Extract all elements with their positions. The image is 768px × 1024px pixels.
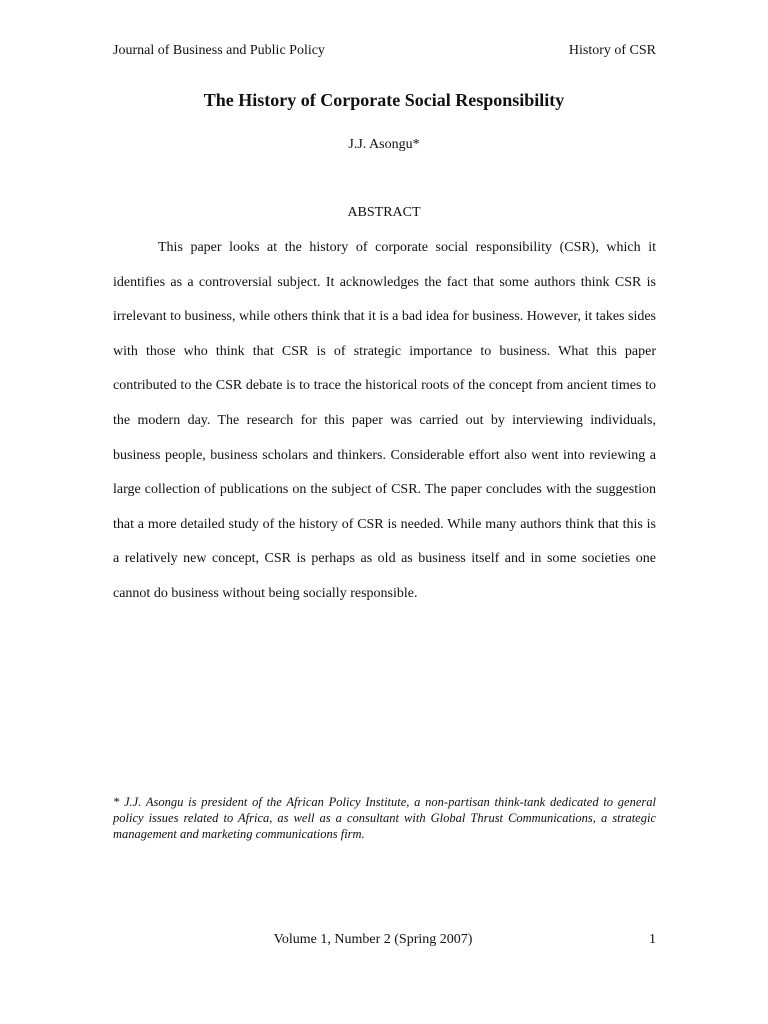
volume-info: Volume 1, Number 2 (Spring 2007) (273, 932, 473, 947)
abstract-heading: ABSTRACT (347, 205, 421, 220)
page-footer (113, 932, 656, 952)
page-number: 1 (649, 932, 656, 947)
paper-title: The History of Corporate Social Responsibility (203, 90, 565, 110)
author-line: J.J. Asongu* (348, 137, 420, 152)
author-footnote: * J.J. Asongu is president of the African Policy Institute, a non-partisan think-tank dedicated to general policy issues related to Africa, as well as a consultant with Global Thrust Communications, a strategic management and marketing communications firm. (113, 795, 656, 841)
running-head (113, 43, 656, 59)
abstract-text: This paper looks at the history of corporate social responsibility (CSR), which it identifies as a controversial subject. It acknowledges the fact that some authors think CSR is irrelevant to business, while others think that it is a bad idea for business. However, it takes sides with those who think that CSR is of strategic importance to business. What this paper contributed to the CSR debate is to trace the historical roots of the concept from ancient times to the modern day. The research for this paper was carried out by interviewing individuals, business people, business scholars and thinkers. Considerable effort also went into reviewing a large collection of publications on the subject of CSR. The paper concludes with the suggestion that a more detailed study of the history of CSR is needed. While many authors think that this is a relatively new concept, CSR is perhaps as old as business itself and in some societies one cannot do business without being socially responsible. (113, 240, 656, 601)
running-title: History of CSR (568, 43, 656, 58)
journal-name: Journal of Business and Public Policy (113, 43, 325, 58)
